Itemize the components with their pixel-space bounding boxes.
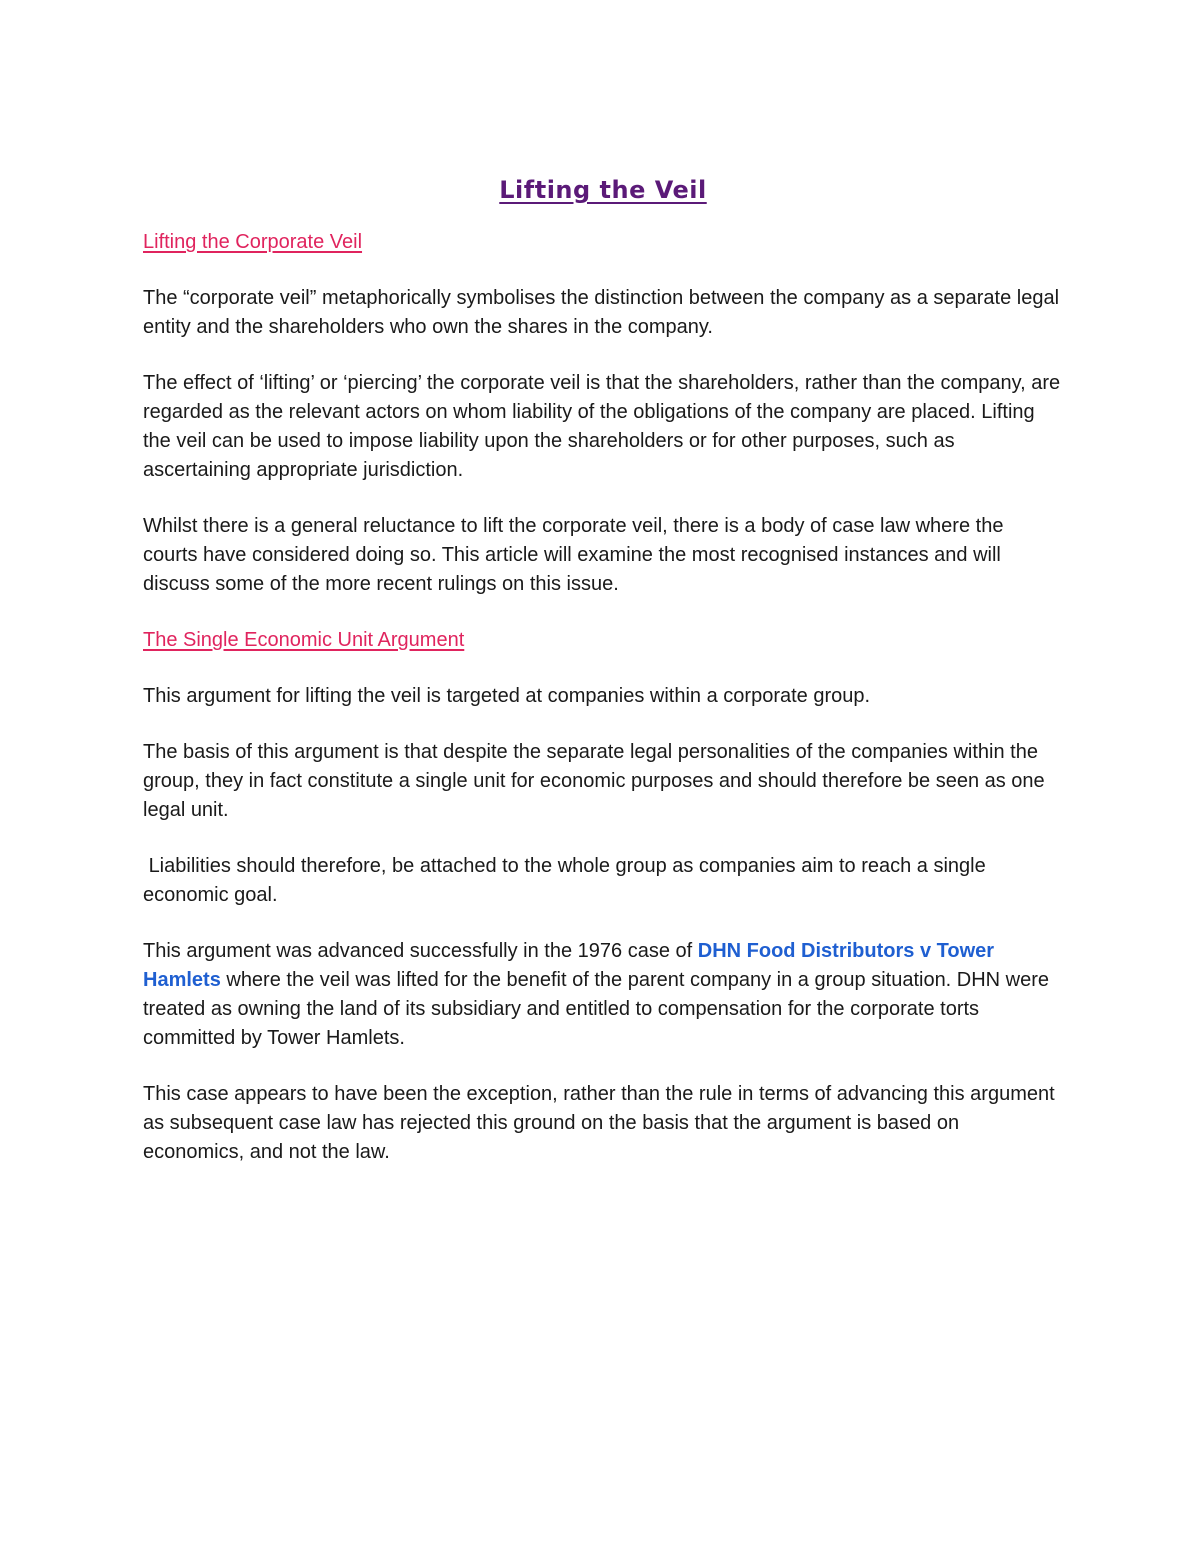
paragraph-argument-target: This argument for lifting the veil is targeted at companies within a corporate group. (143, 685, 871, 707)
paragraph-liabilities: Liabilities should therefore, be attached to the whole group as companies aim to reach a single economic goal. (143, 855, 992, 906)
section-heading-single-economic-unit: The Single Economic Unit Argument (143, 629, 465, 651)
paragraph-exception: This case appears to have been the exception, rather than the rule in terms of advancing this argument as subsequent case law has rejected this ground on the basis that the argument is based on economics, and not the law. (143, 1083, 1055, 1163)
case-intro-text: This argument was advanced successfully in the 1976 case of (143, 940, 698, 962)
document-title: Lifting the Veil (499, 176, 707, 204)
section-heading-corporate-veil: Lifting the Corporate Veil (143, 231, 363, 253)
paragraph-lifting-effect: The effect of ‘lifting’ or ‘piercing’ the corporate veil is that the shareholders, rather than the company, are regarded as the relevant actors on whom liability of the obligations of the company are placed. Lifting the veil can be used to impose liability upon the shareholders or for other purposes, such as ascertaining appropriate jurisdiction. (143, 372, 1061, 481)
paragraph-dhn-case (143, 937, 1063, 1053)
case-name-dhn-food-distributors: DHN Food Distributors v Tower Hamlets (143, 940, 995, 991)
paragraph-corporate-veil-definition: The “corporate veil” metaphorically symbolises the distinction between the company as a separate legal entity and the shareholders who own the shares in the company. (143, 287, 1060, 338)
paragraph-argument-basis: The basis of this argument is that despite the separate legal personalities of the companies within the group, they in fact constitute a single unit for economic purposes and should therefore be seen as one legal unit. (143, 741, 1045, 821)
document-body (143, 172, 1063, 1194)
case-outcome-text: where the veil was lifted for the benefit of the parent company in a group situation. DHN were treated as owning the land of its subsidiary and entitled to compensation for the corporate torts committed by Tower Hamlets. (143, 969, 1050, 1049)
paragraph-reluctance: Whilst there is a general reluctance to lift the corporate veil, there is a body of case law where the courts have considered doing so. This article will examine the most recognised instances and will discuss some of the more recent rulings on this issue. (143, 515, 1004, 595)
